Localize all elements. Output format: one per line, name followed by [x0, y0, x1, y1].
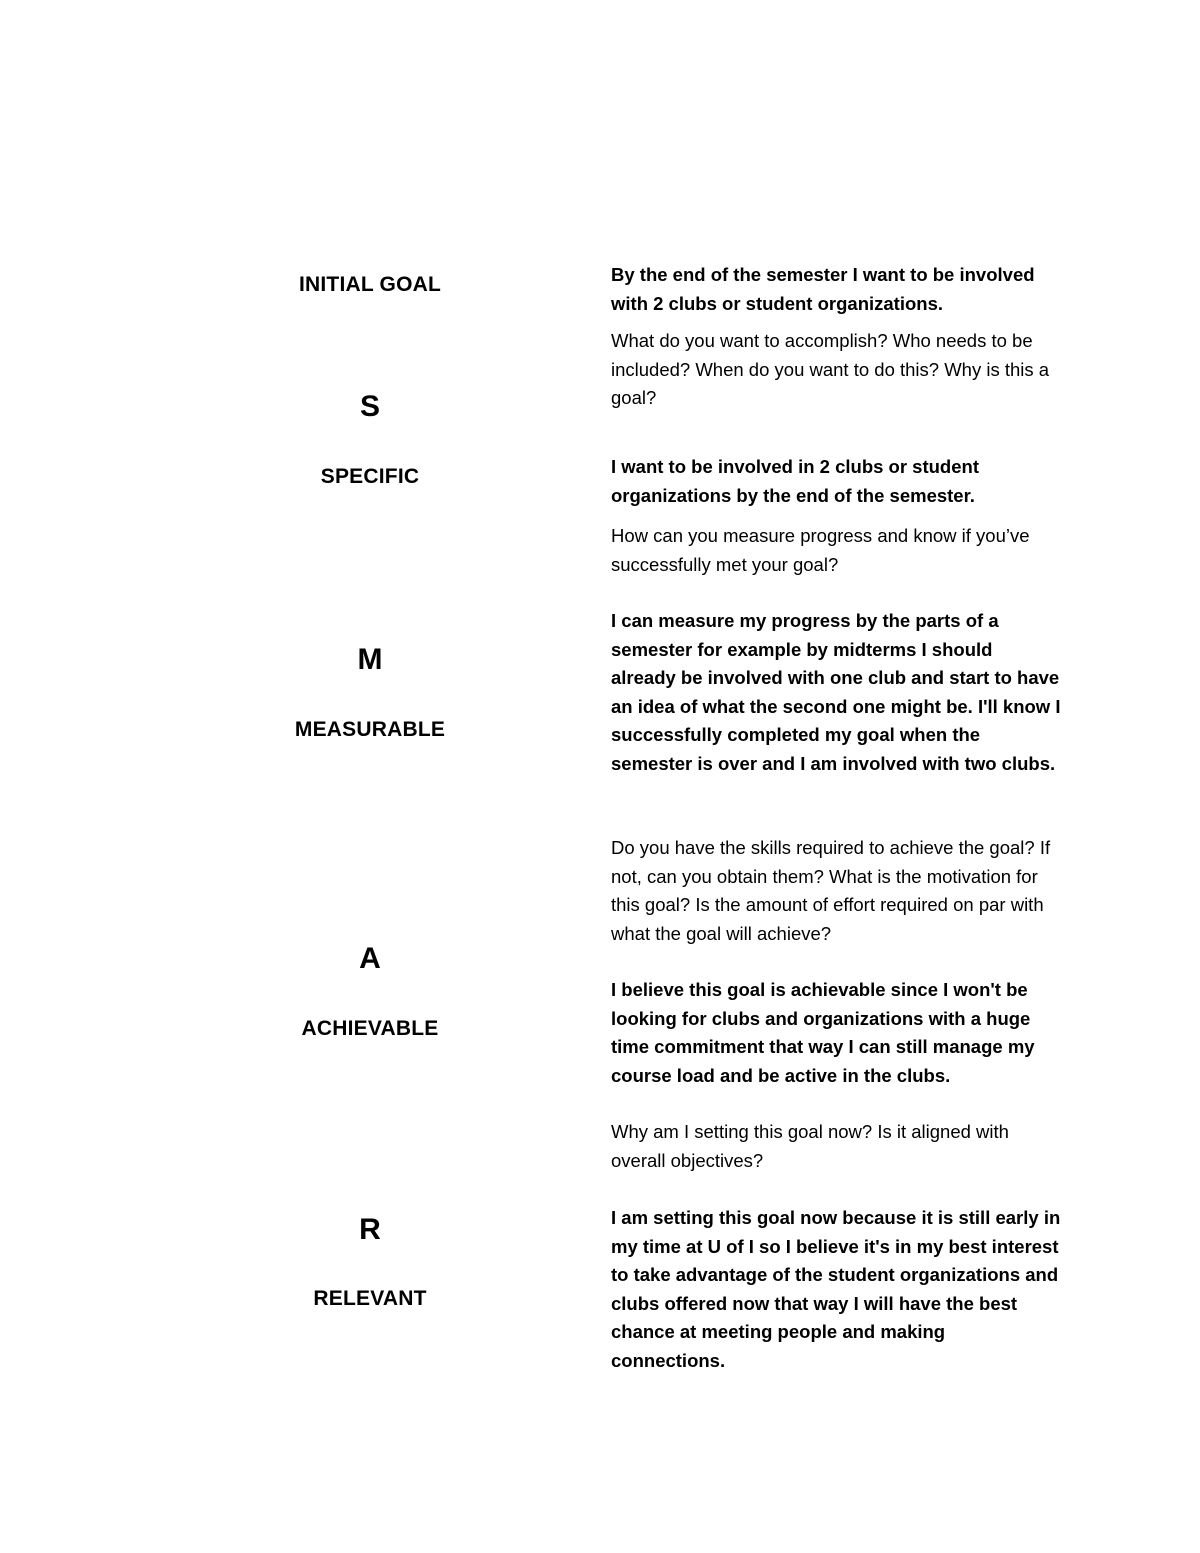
relevant-answer: I am setting this goal now because it is still early in my time at U of I so I believe it's in my best interest to take advantage of the student organizations and clubs offered now that way I will have the best chance at meeting people and making connections. — [611, 1207, 1061, 1371]
measurable-label: MEASURABLE — [294, 718, 446, 741]
measurable-letter: M — [357, 643, 383, 676]
relevant-question: Why am I setting this goal now? Is it aligned with overall objectives? — [611, 1121, 1009, 1171]
specific-label: SPECIFIC — [320, 465, 420, 488]
specific-letter: S — [359, 390, 380, 423]
achievable-label: ACHIEVABLE — [301, 1017, 439, 1040]
measurable-answer: I can measure my progress by the parts of a semester for example by midterms I should already be involved with one club and start to have an idea of what the second one might be. I'll know I successfully completed my goal when the semester is over and I am involved with two clubs. — [611, 610, 1061, 774]
specific-answer: I want to be involved in 2 clubs or student organizations by the end of the semester. — [611, 456, 979, 506]
specific-question: What do you want to accomplish? Who needs to be included? When do you want to do this? Why is this a goal? — [611, 330, 1050, 409]
relevant-letter: R — [359, 1213, 381, 1246]
relevant-label: RELEVANT — [313, 1287, 427, 1310]
initial-goal-text: By the end of the semester I want to be involved with 2 clubs or student organizations. — [611, 264, 1035, 314]
initial-goal-label: INITIAL GOAL — [298, 273, 441, 296]
achievable-letter: A — [359, 942, 381, 975]
measurable-question: How can you measure progress and know if you’ve successfully met your goal? — [611, 525, 1030, 575]
achievable-question: Do you have the skills required to achieve the goal? If not, can you obtain them? What is the motivation for this goal? Is the amount of effort required on par with what the goal will achieve? — [611, 837, 1051, 944]
achievable-answer: I believe this goal is achievable since I won't be looking for clubs and organizations with a huge time commitment that way I can still manage my course load and be active in the clubs. — [611, 979, 1035, 1086]
